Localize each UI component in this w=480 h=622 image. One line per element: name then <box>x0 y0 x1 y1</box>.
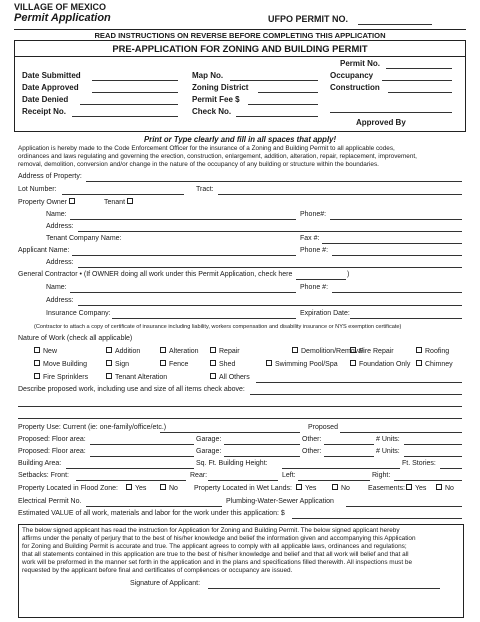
box-divider <box>14 56 466 57</box>
applicant-address-field[interactable] <box>78 267 462 268</box>
lot-number-label: Lot Number: <box>18 186 57 193</box>
right-field[interactable] <box>394 480 462 481</box>
affirmation-line-3: for Zoning and Building Permit is accurate and true. The applicant agrees to comply with all applicable laws, ordinances and regulations; <box>22 543 407 550</box>
contractor-note: (Contractor to attach a copy of certificate of insurance including liability, workers compensation and disability insurance or NYS exemption certificate) <box>34 324 402 330</box>
work-fire-sprinklers[interactable] <box>34 374 88 381</box>
flood-no-label: No <box>169 485 178 492</box>
wet-lands-label: Property Located in Wet Lands: <box>194 485 292 492</box>
affirmation-line-5: work will be preformed in the manner set forth in the application and in the plans and specifications filled therewith. All inspections must be <box>22 559 413 566</box>
applicant-name-field[interactable] <box>72 255 296 256</box>
owner-address-field[interactable] <box>78 231 462 232</box>
flood-yes-checkbox[interactable] <box>126 484 132 490</box>
ufpo-label: UFPO PERMIT NO. <box>268 14 349 24</box>
work-pool[interactable] <box>266 361 338 368</box>
right-label: Right: <box>372 472 391 479</box>
expiration-date-field[interactable] <box>350 318 462 319</box>
use-proposed-field[interactable] <box>340 432 462 433</box>
easements-yes-checkbox[interactable] <box>406 484 412 490</box>
date-submitted-field[interactable] <box>92 80 178 81</box>
describe-label: Describe proposed work, including use and size of all items check above: <box>18 386 245 393</box>
tenant-company-label: Tenant Company Name: <box>46 235 122 242</box>
work-move-building-label: Move Building <box>43 361 87 368</box>
building-area-label: Building Area: <box>18 460 62 467</box>
work-fire-repair[interactable] <box>350 348 394 355</box>
estimated-value-label: Estimated VALUE of all work, materials and labor for the work under this application: $ <box>18 510 285 517</box>
flood-no[interactable] <box>160 485 178 492</box>
work-pool-checkbox[interactable] <box>266 360 272 366</box>
property-owner-checkbox[interactable] <box>69 198 75 204</box>
easements-no-label: No <box>445 485 454 492</box>
sq-ft-height-label: Sq. Ft. Building Height: <box>196 460 268 467</box>
tract-label: Tract: <box>196 186 214 193</box>
units-2-field[interactable] <box>404 456 462 457</box>
form-title: Permit Application <box>14 12 111 24</box>
work-roofing-checkbox[interactable] <box>416 347 422 353</box>
work-repair[interactable] <box>210 348 240 355</box>
electrical-permit-label: Electrical Permit No. <box>18 498 82 505</box>
owner-address-label: Address: <box>46 223 74 230</box>
rear-field[interactable] <box>208 480 278 481</box>
intro-line-1: Application is hereby made to the Code Enforcement Officer for the insurance of a Zoning and Building Permit to all applicable codes, <box>18 145 395 152</box>
owner-phone-label: Phone#: <box>300 211 327 218</box>
building-height-field[interactable] <box>282 468 400 469</box>
affirmation-line-6: requested by the applicant before final and certificates of compliences or occupancy are issued. <box>22 567 293 574</box>
garage-1-label: Garage: <box>196 436 222 443</box>
applicant-address-label: Address: <box>46 259 74 266</box>
date-approved-label: Date Approved <box>22 83 79 92</box>
setbacks-front-field[interactable] <box>76 480 186 481</box>
left-field[interactable] <box>298 480 370 481</box>
applicant-phone-field[interactable] <box>332 255 462 256</box>
applicant-phone-label: Phone #: <box>300 247 329 254</box>
work-alteration[interactable] <box>160 348 199 355</box>
nature-of-work-label: Nature of Work (check all applicable) <box>18 335 133 342</box>
work-demolition-label: Demolition/Removal <box>301 348 364 355</box>
use-proposed-label: Proposed <box>308 424 338 431</box>
flood-yes-label: Yes <box>135 485 147 492</box>
work-shed-checkbox[interactable] <box>210 360 216 366</box>
owner-check-field[interactable] <box>296 279 346 280</box>
work-fence[interactable] <box>160 361 188 368</box>
work-shed-label: Shed <box>219 361 236 368</box>
work-addition-checkbox[interactable] <box>106 347 112 353</box>
tenant-label: Tenant <box>104 199 126 206</box>
work-fire-sprinklers-checkbox[interactable] <box>34 373 40 379</box>
units-2-label: # Units: <box>376 448 400 455</box>
contractor-phone-label: Phone #: <box>300 284 329 291</box>
paren-close: ) <box>347 271 350 278</box>
lot-number-field[interactable] <box>62 194 184 195</box>
stories-field[interactable] <box>440 468 462 469</box>
floor-area-2-field[interactable] <box>90 456 194 457</box>
fax-label: Fax #: <box>300 235 320 242</box>
zoning-district-label: Zoning District <box>192 83 249 92</box>
map-no-label: Map No. <box>192 71 224 80</box>
work-chimney[interactable] <box>416 361 453 368</box>
easements-yes-label: Yes <box>415 485 427 492</box>
occupancy-label: Occupancy <box>330 71 374 80</box>
electrical-permit-field[interactable] <box>86 506 222 507</box>
contractor-name-field[interactable] <box>70 292 296 293</box>
ft-stories-label: Ft. Stories: <box>402 460 436 467</box>
general-contractor-label: General Contractor • (If OWNER doing all work under this Permit Application, check here <box>18 271 293 278</box>
signature-field[interactable] <box>208 588 440 589</box>
work-fire-repair-checkbox[interactable] <box>350 347 356 353</box>
work-addition-label: Addition <box>115 348 141 355</box>
zoning-district-field[interactable] <box>258 92 318 93</box>
intro-line-3: removal, demolition, conversion and/or change in the nature of the occupancy of any building or structure within the boundaries. <box>18 161 379 168</box>
date-approved-field[interactable] <box>92 92 178 93</box>
wet-no-checkbox[interactable] <box>332 484 338 490</box>
work-new[interactable] <box>34 348 57 355</box>
check-no-label: Check No. <box>192 107 232 116</box>
work-new-label: New <box>43 348 58 355</box>
expiration-date-label: Expiration Date: <box>300 310 350 317</box>
other-1-field[interactable] <box>324 444 374 445</box>
work-sign-checkbox[interactable] <box>106 360 112 366</box>
owner-name-label: Name: <box>46 211 67 218</box>
flood-zone-label: Property Located in Flood Zone: <box>18 485 119 492</box>
address-of-property-field[interactable] <box>86 181 462 182</box>
work-tenant-alteration[interactable] <box>106 374 167 381</box>
owner-phone-field[interactable] <box>330 219 462 220</box>
easements-label: Easements: <box>368 485 405 492</box>
contractor-name-label: Name: <box>46 284 67 291</box>
insurance-company-field[interactable] <box>112 318 296 319</box>
floor-area-1-label: Proposed: Floor area: <box>18 436 86 443</box>
easements-no-checkbox[interactable] <box>436 484 442 490</box>
work-sign[interactable] <box>106 361 129 368</box>
divider <box>14 29 466 30</box>
describe-field-3[interactable] <box>18 418 462 419</box>
insurance-company-label: Insurance Company: <box>46 310 111 317</box>
work-fence-label: Fence <box>169 361 189 368</box>
work-all-others-checkbox[interactable] <box>210 373 216 379</box>
contractor-address-label: Address: <box>46 297 74 304</box>
work-alteration-checkbox[interactable] <box>160 347 166 353</box>
applicant-name-label: Applicant Name: <box>18 247 70 254</box>
work-fire-sprinklers-label: Fire Sprinklers <box>43 374 89 381</box>
work-roofing-label: Roofing <box>425 348 450 355</box>
units-1-label: # Units: <box>376 436 400 443</box>
work-new-checkbox[interactable] <box>34 347 40 353</box>
other-2-label: Other: <box>302 448 322 455</box>
work-sign-label: Sign <box>115 361 130 368</box>
work-move-building[interactable] <box>34 361 87 368</box>
garage-2-label: Garage: <box>196 448 222 455</box>
describe-field-1[interactable] <box>250 394 462 395</box>
wet-yes[interactable] <box>296 485 316 492</box>
describe-field-2[interactable] <box>18 406 462 407</box>
receipt-no-label: Receipt No. <box>22 107 67 116</box>
construction-label: Construction <box>330 83 380 92</box>
flood-no-checkbox[interactable] <box>160 484 166 490</box>
work-tenant-alteration-checkbox[interactable] <box>106 373 112 379</box>
work-tenant-alteration-label: Tenant Alteration <box>115 374 168 381</box>
garage-2-field[interactable] <box>224 456 300 457</box>
intro-line-2: ordinances and laws regulating and governing the erection, construction, enlargement, addition, alteration, repair, replacement, improvement, <box>18 153 417 160</box>
permit-no-label: Permit No. <box>340 59 381 68</box>
other-2-field[interactable] <box>324 456 374 457</box>
use-current-field[interactable] <box>160 432 300 433</box>
wet-no[interactable] <box>332 485 350 492</box>
check-no-field[interactable] <box>236 116 318 117</box>
intro-heading: Print or Type clearly and fill in all spaces that apply! <box>143 135 337 144</box>
tract-field[interactable] <box>218 194 462 195</box>
affirmation-line-2: affirms under the penalty of perjury that to the best of his/her knowledge and belief the information given and accompanying this Application <box>22 535 416 542</box>
garage-1-field[interactable] <box>224 444 300 445</box>
work-addition[interactable] <box>106 348 140 355</box>
date-submitted-label: Date Submitted <box>22 71 81 80</box>
property-owner-label: Property Owner <box>18 199 68 206</box>
tenant-option[interactable] <box>104 199 136 206</box>
work-shed[interactable] <box>210 361 235 368</box>
work-fence-checkbox[interactable] <box>160 360 166 366</box>
wet-yes-checkbox[interactable] <box>296 484 302 490</box>
receipt-no-field[interactable] <box>72 116 178 117</box>
work-all-others[interactable] <box>210 374 250 381</box>
work-foundation-label: Foundation Only <box>359 361 411 368</box>
left-label: Left: <box>282 472 296 479</box>
use-current-label: Property Use: Current (ie: one-family/office/etc.) <box>18 424 167 431</box>
work-all-others-label: All Others <box>219 374 250 381</box>
work-demolition-checkbox[interactable] <box>292 347 298 353</box>
work-alteration-label: Alteration <box>169 348 199 355</box>
units-1-field[interactable] <box>404 444 462 445</box>
work-chimney-checkbox[interactable] <box>416 360 422 366</box>
wet-no-label: No <box>341 485 350 492</box>
permit-fee-label: Permit Fee $ <box>192 95 240 104</box>
permit-no-field[interactable] <box>386 68 452 69</box>
work-chimney-label: Chimney <box>425 361 453 368</box>
instructions-banner: READ INSTRUCTIONS ON REVERSE BEFORE COMPLETING THIS APPLICATION <box>94 31 386 40</box>
rear-label: Rear: <box>190 472 208 479</box>
work-foundation-checkbox[interactable] <box>350 360 356 366</box>
floor-area-1-field[interactable] <box>90 444 194 445</box>
setbacks-front-label: Setbacks: Front: <box>18 472 69 479</box>
floor-area-2-label: Proposed: Floor area: <box>18 448 86 455</box>
estimated-value-field[interactable] <box>292 518 462 519</box>
flood-yes[interactable] <box>126 485 146 492</box>
property-owner-option[interactable] <box>18 199 78 206</box>
plumbing-label: Plumbing-Water-Sewer Application <box>226 498 334 505</box>
tenant-checkbox[interactable] <box>127 198 133 204</box>
contractor-address-field[interactable] <box>78 305 462 306</box>
fax-field[interactable] <box>322 243 462 244</box>
work-foundation[interactable] <box>350 361 410 368</box>
box-title: PRE-APPLICATION FOR ZONING AND BUILDING PERMIT <box>112 43 368 54</box>
work-repair-label: Repair <box>219 348 240 355</box>
all-others-field[interactable] <box>256 382 462 383</box>
easements-no[interactable] <box>436 485 454 492</box>
work-repair-checkbox[interactable] <box>210 347 216 353</box>
construction-field[interactable] <box>388 92 452 93</box>
permit-fee-field[interactable] <box>248 104 318 105</box>
work-roofing[interactable] <box>416 348 449 355</box>
affirmation-line-1: The below signed applicant has read the instruction for Application for Zoning and Building Permit. The below signed applicant hereby <box>22 527 400 534</box>
date-denied-label: Date Denied <box>22 95 69 104</box>
building-area-field[interactable] <box>66 468 194 469</box>
approved-by-field[interactable] <box>330 112 452 113</box>
plumbing-field[interactable] <box>346 506 462 507</box>
village-name: VILLAGE OF MEXICO <box>14 2 107 12</box>
address-of-property-label: Address of Property: <box>18 173 82 180</box>
easements-yes[interactable] <box>406 485 426 492</box>
date-denied-field[interactable] <box>80 104 178 105</box>
affirmation-line-4: that all statements contained in this application are true to the best of his/her knowledge and belief and that all work will belief and that all <box>22 551 409 558</box>
work-fire-repair-label: Fire Repair <box>359 348 394 355</box>
map-no-field[interactable] <box>230 80 318 81</box>
owner-name-field[interactable] <box>70 219 296 220</box>
contractor-phone-field[interactable] <box>332 292 462 293</box>
work-pool-label: Swimming Pool/Spa <box>275 361 338 368</box>
approved-by-label: Approved By <box>356 118 406 127</box>
work-move-building-checkbox[interactable] <box>34 360 40 366</box>
occupancy-field[interactable] <box>382 80 452 81</box>
other-1-label: Other: <box>302 436 322 443</box>
wet-yes-label: Yes <box>305 485 317 492</box>
signature-label: Signature of Applicant: <box>130 580 201 587</box>
ufpo-field[interactable] <box>358 24 432 25</box>
